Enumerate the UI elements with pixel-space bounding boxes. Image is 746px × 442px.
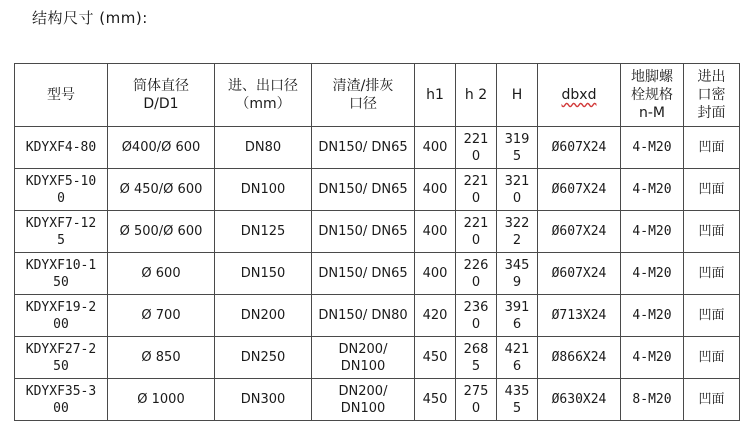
cell-slag-ash: DN150/ DN65 <box>312 127 415 169</box>
table-row <box>15 169 740 211</box>
cell-h2: 268 5 <box>456 337 497 379</box>
header-seal-face: 进出 口密 封面 <box>684 64 740 127</box>
table-body <box>15 127 740 421</box>
cell-H: 319 5 <box>497 127 538 169</box>
cell-model: KDYXF4-80 <box>15 127 108 169</box>
cell-inlet-outlet: DN100 <box>215 169 312 211</box>
cell-body-diameter: Ø 600 <box>108 253 215 295</box>
cell-h2: 221 0 <box>456 127 497 169</box>
cell-anchor-bolt: 4-M20 <box>621 169 684 211</box>
cell-h2: 221 0 <box>456 169 497 211</box>
cell-seal-face: 凹面 <box>684 253 740 295</box>
cell-h1: 420 <box>415 295 456 337</box>
cell-model: KDYXF7-12 5 <box>15 211 108 253</box>
header-h2: h 2 <box>456 64 497 127</box>
cell-h2: 236 0 <box>456 295 497 337</box>
table-row <box>15 295 740 337</box>
cell-inlet-outlet: DN80 <box>215 127 312 169</box>
cell-anchor-bolt: 4-M20 <box>621 211 684 253</box>
cell-inlet-outlet: DN125 <box>215 211 312 253</box>
cell-body-diameter: Ø400/Ø 600 <box>108 127 215 169</box>
header-anchor-bolt: 地脚螺 栓规格 n-M <box>621 64 684 127</box>
cell-dbxd: Ø607X24 <box>538 211 621 253</box>
header-model: 型号 <box>15 64 108 127</box>
cell-body-diameter: Ø 500/Ø 600 <box>108 211 215 253</box>
table-row <box>15 337 740 379</box>
cell-h1: 400 <box>415 169 456 211</box>
cell-body-diameter: Ø 850 <box>108 337 215 379</box>
cell-slag-ash: DN150/ DN65 <box>312 169 415 211</box>
cell-dbxd: Ø607X24 <box>538 169 621 211</box>
cell-dbxd: Ø607X24 <box>538 127 621 169</box>
cell-H: 345 9 <box>497 253 538 295</box>
cell-dbxd: Ø630X24 <box>538 379 621 421</box>
cell-h1: 450 <box>415 379 456 421</box>
cell-body-diameter: Ø 700 <box>108 295 215 337</box>
cell-model: KDYXF5-10 0 <box>15 169 108 211</box>
cell-anchor-bolt: 4-M20 <box>621 253 684 295</box>
cell-inlet-outlet: DN200 <box>215 295 312 337</box>
table-row <box>15 127 740 169</box>
cell-inlet-outlet: DN150 <box>215 253 312 295</box>
header-inlet-outlet-diameter: 进、出口径 （mm） <box>215 64 312 127</box>
cell-H: 391 6 <box>497 295 538 337</box>
cell-dbxd: Ø866X24 <box>538 337 621 379</box>
cell-H: 321 0 <box>497 169 538 211</box>
header-H: H <box>497 64 538 127</box>
cell-h1: 400 <box>415 127 456 169</box>
cell-dbxd: Ø607X24 <box>538 253 621 295</box>
cell-seal-face: 凹面 <box>684 211 740 253</box>
header-dbxd-label: dbxd <box>561 87 597 103</box>
cell-model: KDYXF27-2 50 <box>15 337 108 379</box>
cell-seal-face: 凹面 <box>684 295 740 337</box>
cell-slag-ash: DN150/ DN65 <box>312 253 415 295</box>
cell-H: 322 2 <box>497 211 538 253</box>
cell-seal-face: 凹面 <box>684 337 740 379</box>
cell-seal-face: 凹面 <box>684 379 740 421</box>
cell-body-diameter: Ø 1000 <box>108 379 215 421</box>
cell-model: KDYXF35-3 00 <box>15 379 108 421</box>
cell-model: KDYXF19-2 00 <box>15 295 108 337</box>
table-row <box>15 253 740 295</box>
cell-model: KDYXF10-1 50 <box>15 253 108 295</box>
cell-h2: 275 0 <box>456 379 497 421</box>
table-row <box>15 379 740 421</box>
cell-body-diameter: Ø 450/Ø 600 <box>108 169 215 211</box>
cell-h2: 221 0 <box>456 211 497 253</box>
cell-dbxd: Ø713X24 <box>538 295 621 337</box>
cell-H: 435 5 <box>497 379 538 421</box>
header-slag-ash-diameter: 清渣/排灰 口径 <box>312 64 415 127</box>
cell-anchor-bolt: 8-M20 <box>621 379 684 421</box>
cell-slag-ash: DN200/ DN100 <box>312 379 415 421</box>
header-body-diameter: 筒体直径 D/D1 <box>108 64 215 127</box>
table-header-row <box>15 64 740 127</box>
cell-H: 421 6 <box>497 337 538 379</box>
header-dbxd <box>538 64 621 127</box>
cell-slag-ash: DN150/ DN80 <box>312 295 415 337</box>
cell-h1: 400 <box>415 211 456 253</box>
cell-slag-ash: DN150/ DN65 <box>312 211 415 253</box>
cell-inlet-outlet: DN250 <box>215 337 312 379</box>
section-heading: 结构尺寸 (mm): <box>32 9 148 27</box>
cell-anchor-bolt: 4-M20 <box>621 337 684 379</box>
cell-slag-ash: DN200/ DN100 <box>312 337 415 379</box>
cell-h1: 450 <box>415 337 456 379</box>
cell-inlet-outlet: DN300 <box>215 379 312 421</box>
table-row <box>15 211 740 253</box>
header-h1: h1 <box>415 64 456 127</box>
cell-h2: 226 0 <box>456 253 497 295</box>
cell-seal-face: 凹面 <box>684 127 740 169</box>
cell-seal-face: 凹面 <box>684 169 740 211</box>
cell-anchor-bolt: 4-M20 <box>621 295 684 337</box>
cell-anchor-bolt: 4-M20 <box>621 127 684 169</box>
structure-dimension-table <box>14 63 740 421</box>
cell-h1: 400 <box>415 253 456 295</box>
